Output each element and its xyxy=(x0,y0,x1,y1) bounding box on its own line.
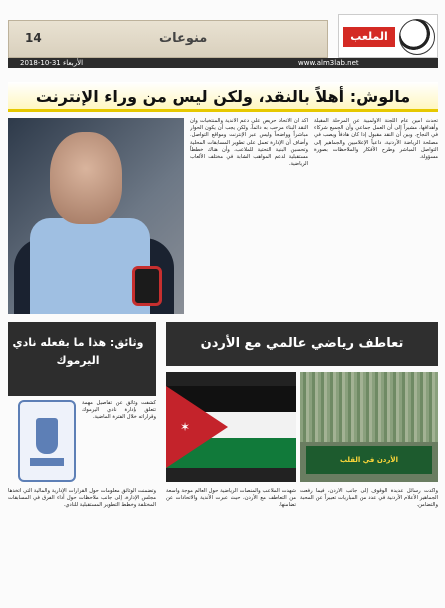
interview-photo xyxy=(8,118,184,314)
interview-column-2: تحدث أمين عام اللجنة الأولمبية عن المرحلة المقبلة وأهدافها، مشيراً إلى أن العمل جماعي وأن الجميع شركاء في النجاح. وبين أن النقد مقبول إذا كان هادفاً ويصب في مصلحة الرياضة الأردنية، داعياً الإعلاميين والجماهير إلى التواصل المباشر وطرح الأفكار والملاحظات بصورة مسؤولة. xyxy=(314,118,438,161)
stadium-banner: الأردن في القلب xyxy=(306,446,432,474)
club-emblem-icon xyxy=(18,400,76,482)
website-url: www.alm3lab.net xyxy=(298,59,359,67)
jordan-text-1: شهدت الملاعب والمنصات الرياضية حول العالم موجة واسعة من التعاطف مع الأردن، حيث عبرت الأندية والاتحادات عن تضامنها. xyxy=(166,488,296,509)
magazine-logo xyxy=(338,14,438,58)
documents-text-2: وتضمنت الوثائق معلومات حول القرارات الإدارية والمالية التي اتخذها مجلس الإدارة، إلى جانب ملاحظات حول أداء الفرق في المسابقات المختلفة وخطط التطوير المستقبلية للنادي. xyxy=(8,488,156,509)
football-icon xyxy=(399,19,435,55)
stadium-photo xyxy=(300,372,438,482)
main-headline: مالوش: أهلاً بالنقد، ولكن ليس من وراء الإنترنت xyxy=(8,82,438,112)
star-icon: ✶ xyxy=(180,420,191,434)
page-header xyxy=(8,14,438,66)
documents-title: وثائق: هذا ما بفعله نادي اليرموك xyxy=(12,336,144,367)
jordan-headline: تعاطف رياضي عالمي مع الأردن xyxy=(166,322,438,366)
microphone-icon xyxy=(132,266,162,306)
section-title: منوعات xyxy=(159,31,208,46)
jordan-flag-photo xyxy=(166,372,296,482)
header-band xyxy=(8,20,328,58)
interview-column-1: أكد أن الاتحاد حريص على دعم الأندية والمنتخبات وأن النقد البناء مرحب به دائماً، ولكن يجب أن يكون الحوار مباشراً وواضحاً وليس عبر الإنترنت ومواقع التواصل. وأضاف أن الإدارة تعمل على تطوير المسابقات المحلية وتحسين البنية التحتية للملاعب، وأن هناك خططاً مستقبلية لدعم المواهب الشابة في مختلف الألعاب الرياضية. xyxy=(190,118,308,168)
documents-text-1: كشفت وثائق عن تفاصيل مهمة تتعلق بإدارة نادي اليرموك وقراراته خلال الفترة الماضية. xyxy=(82,400,156,421)
page-number: 14 xyxy=(25,31,42,45)
logo-text: الملعب xyxy=(343,27,395,47)
issue-date: الأربعاء 31-10-2018 xyxy=(20,59,84,67)
jordan-text-2: وأكدت رسائل عديدة الوقوف إلى جانب الأردن، فيما رفعت الجماهير الأعلام الأردنية في عدد من المباريات تعبيراً عن المحبة والتضامن. xyxy=(300,488,438,509)
